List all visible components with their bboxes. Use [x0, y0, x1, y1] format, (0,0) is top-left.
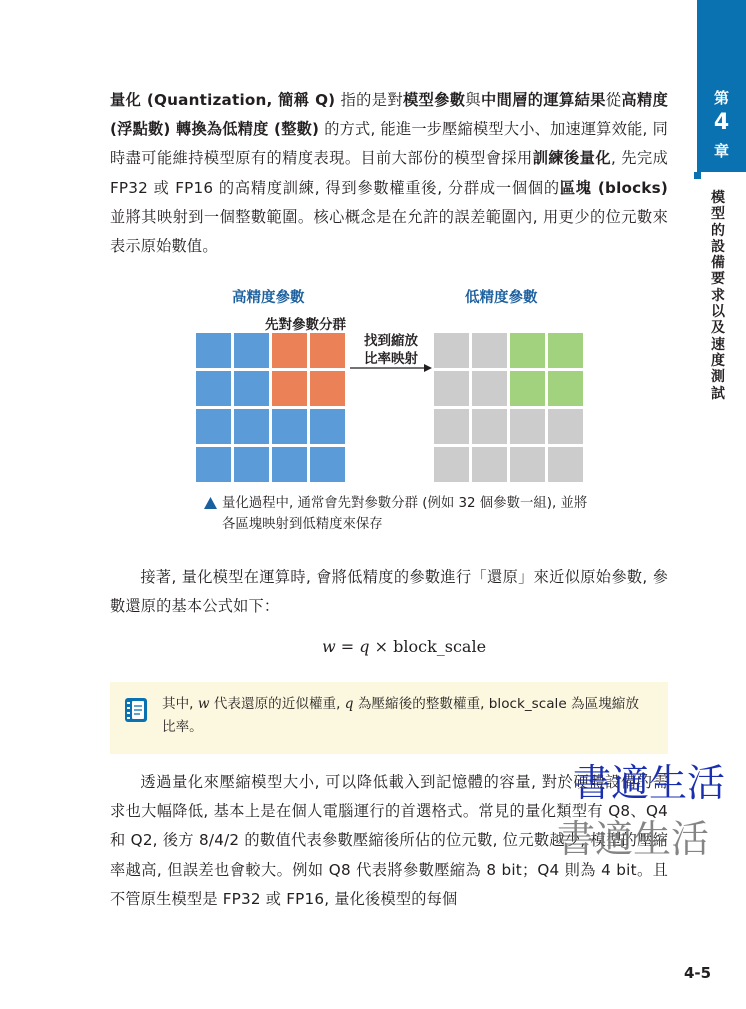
- chapter-tab-suffix: 章: [713, 142, 729, 160]
- term-blocks: 區塊 (blocks): [559, 178, 668, 197]
- high-precision-cell: [272, 333, 307, 368]
- low-precision-cell: [510, 447, 545, 482]
- low-precision-cell: [548, 447, 583, 482]
- high-precision-cell: [234, 447, 269, 482]
- term-intermediate-results: 中間層的運算結果: [481, 91, 606, 109]
- high-precision-cell: [234, 333, 269, 368]
- formula-q: q: [359, 637, 370, 656]
- text-span: 與: [465, 91, 481, 109]
- watermark-gray: 書適生活: [557, 817, 710, 861]
- note-text: [162, 693, 652, 738]
- term-precision-conversion: 高精度 (浮點數) 轉換為低精度 (整數): [110, 91, 669, 139]
- term-model-params: 模型參數: [402, 91, 466, 109]
- low-precision-cell: [434, 333, 469, 368]
- low-precision-cell: [434, 447, 469, 482]
- text-span: 指的是對: [335, 91, 403, 109]
- high-precision-cell: [310, 371, 345, 406]
- notebook-icon: [124, 697, 148, 723]
- text-span: 的方式, 能進一步壓縮模型大小、加速運算效能, 同時盡可能維持模型原有的精度表現。目前大部份的模型會採用: [110, 120, 668, 168]
- high-precision-cell: [310, 333, 345, 368]
- text-span: 代表還原的近似權重,: [209, 696, 345, 712]
- chapter-marker: [694, 172, 701, 179]
- paragraph-quantization-types: 透過量化來壓縮模型大小, 可以降低載入到記憶體的容量, 對於硬體設備的需求也大幅降低, 基本上是在個人電腦運行的首選格式。常見的量化類型有 Q8、Q4 和 Q2, 後方 8/4/2 的數值代表參數壓縮後所佔的位元數, 位元數越少, 模型的壓縮率越高, 但誤差也會較大。例如 Q8 代表將參數壓縮為 8 bit；Q4 則為 4 bit。且不管原生模型是 FP32 或 FP16, 量化後模型的每個: [110, 773, 668, 908]
- high-precision-cell: [310, 447, 345, 482]
- note-var-w: w: [197, 696, 210, 712]
- high-precision-grid: [196, 333, 345, 482]
- term-post-training-quantization: 訓練後量化: [532, 149, 611, 168]
- low-precision-cell: [434, 371, 469, 406]
- text-span: 並將其映射到一個整數範圍。核心概念是在允許的誤差範圍內, 用更少的位元數來表示原始數值。: [110, 207, 668, 256]
- triangle-marker-icon: [204, 497, 217, 509]
- chapter-tab: [697, 0, 746, 172]
- low-precision-cell: [510, 333, 545, 368]
- high-precision-cell: [234, 371, 269, 406]
- arrow-label: 找到縮放比率映射: [364, 333, 418, 367]
- high-precision-cell: [272, 371, 307, 406]
- figure-high-precision-title: 高精度參數: [232, 290, 305, 306]
- low-precision-cell: [472, 333, 507, 368]
- low-precision-cell: [472, 409, 507, 444]
- figure-low-precision-title: 低精度參數: [465, 290, 538, 306]
- formula-w: w: [322, 637, 336, 656]
- low-precision-cell: [472, 371, 507, 406]
- low-precision-cell: [548, 371, 583, 406]
- note-var-q: q: [344, 696, 354, 712]
- low-precision-grid: [434, 333, 583, 482]
- high-precision-cell: [196, 333, 231, 368]
- note-box: [110, 682, 668, 754]
- text-span: 為壓縮後的整數權重, block_scale 為區塊縮放比率。: [162, 696, 639, 735]
- text-span: , 先完成 FP32 或 FP16 的高精度訓練, 得到參數權重後, 分群成一個個的: [110, 149, 669, 197]
- chapter-title: 模型的設備要求以及速度測試: [711, 190, 725, 402]
- term-quantization: 量化 (Quantization, 簡稱 Q): [110, 91, 336, 109]
- chapter-tab-prefix: 第: [713, 89, 729, 107]
- figure-caption: 量化過程中, 通常會先對參數分群 (例如 32 個參數一組), 並將各區塊映射到低精度來保存: [222, 496, 588, 532]
- low-precision-cell: [510, 371, 545, 406]
- low-precision-cell: [434, 409, 469, 444]
- page-number: 4-5: [684, 964, 712, 982]
- high-precision-cell: [196, 447, 231, 482]
- low-precision-cell: [548, 409, 583, 444]
- low-precision-cell: [472, 447, 507, 482]
- high-precision-cell: [272, 409, 307, 444]
- high-precision-cell: [196, 409, 231, 444]
- watermark-blue: 書適生活: [573, 761, 726, 805]
- high-precision-cell: [196, 371, 231, 406]
- low-precision-cell: [510, 409, 545, 444]
- chapter-number: 4: [713, 110, 730, 135]
- high-precision-cell: [272, 447, 307, 482]
- paragraph-restore: 接著, 量化模型在運算時, 會將低精度的參數進行「還原」來近似原始參數, 參數還原的基本公式如下：: [110, 568, 668, 616]
- formula-eq: =: [335, 637, 360, 656]
- figure-group-label: 先對參數分群: [265, 317, 346, 333]
- paragraph-quantization-intro: [110, 86, 668, 261]
- high-precision-cell: [310, 409, 345, 444]
- arrow-right-icon: [350, 362, 432, 374]
- formula: [322, 637, 486, 656]
- text-span: 從: [605, 91, 622, 109]
- low-precision-cell: [548, 333, 583, 368]
- formula-rest: × block_scale: [369, 637, 487, 656]
- text-span: 其中,: [162, 696, 198, 712]
- high-precision-cell: [234, 409, 269, 444]
